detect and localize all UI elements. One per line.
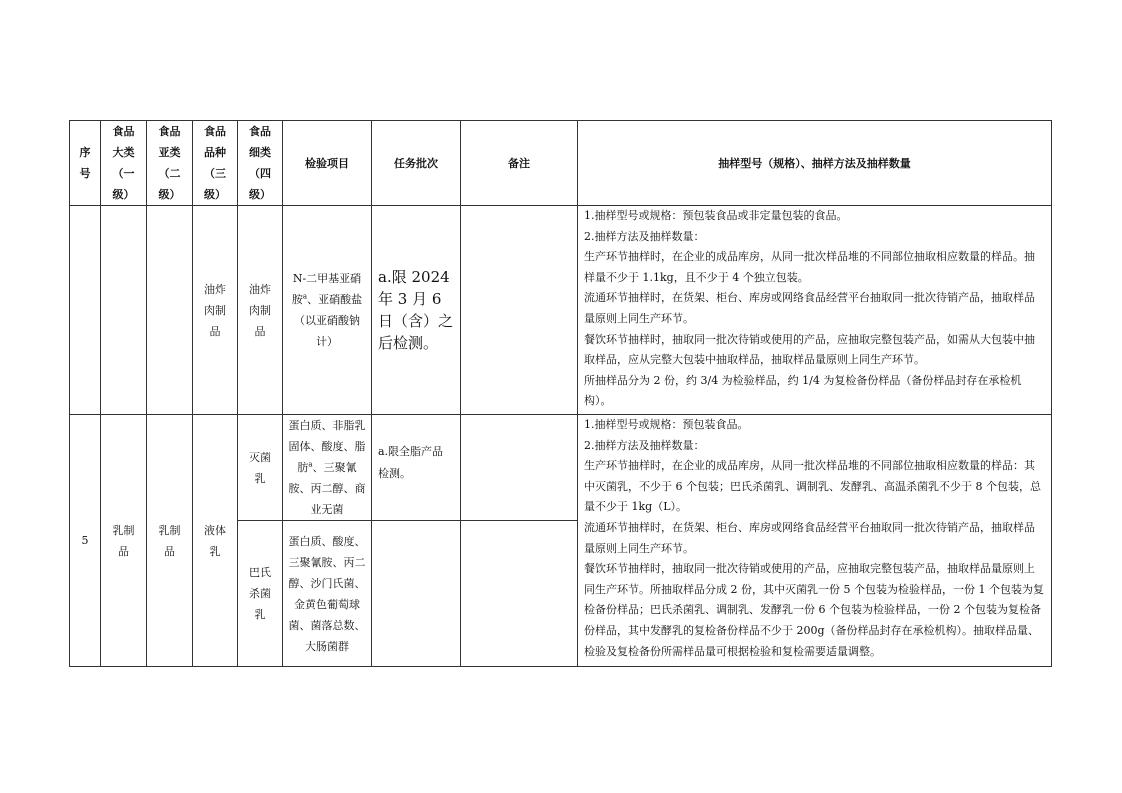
row-seq — [70, 206, 101, 415]
header-batch: 任务批次 — [372, 121, 461, 206]
row-batch: a.限全脂产品检测。 — [372, 415, 461, 521]
row-cat1 — [101, 206, 147, 415]
row-cat4: 巴氏杀菌乳 — [238, 521, 283, 667]
row-cat1: 乳制品 — [101, 415, 147, 667]
row-batch: a.限 2024 年 3 月 6 日（含）之后检测。 — [372, 206, 461, 415]
table-row — [70, 415, 1052, 521]
row-method: 1.抽样型号或规格：预包装食品或非定量包装的食品。 2.抽样方法及抽样数量： 生产环节抽样时，在企业的成品库房，从同一批次样品堆的不同部位抽取相应数量的样品。抽样量不少于 1.1kg，且不少于 4 个独立包装。 流通环节抽样时，在货架、柜台、库房或网络食品经营平台抽取同一批次待销产品，抽取样品量原则上同生产环节。 餐饮环节抽样时，抽取同一批次待销或使用的产品，应抽取完整包装产品，如需从大包装中抽取样品，应从完整大包装中抽取样品，抽取样品量原则上同生产环节。 所抽样品分为 2 份，约 3/4 为检验样品，约 1/4 为复检备份样品（备份样品封存在承检机构）。 — [578, 206, 1052, 415]
header-cat3: 食品品种（三级） — [193, 121, 238, 206]
row-seq: 5 — [70, 415, 101, 667]
row-cat4: 灭菌乳 — [238, 415, 283, 521]
header-seq: 序号 — [70, 121, 101, 206]
row-method: 1.抽样型号或规格：预包装食品。 2.抽样方法及抽样数量： 生产环节抽样时，在企业的成品库房，从同一批次样品堆的不同部位抽取相应数量的样品：其中灭菌乳，不少于 6 个包装；巴氏杀菌乳、调制乳、发酵乳、高温杀菌乳不少于 8 个包装，总量不少于 1kg（L）。 流通环节抽样时，在货架、柜台、库房或网络食品经营平台抽取同一批次待销产品，抽取样品量原则上同生产环节。 餐饮环节抽样时，抽取同一批次待销或使用的产品，应抽取完整包装产品，抽取样品量原则上同生产环节。所抽取样品分成 2 份，其中灭菌乳一份 5 个包装为检验样品，一份 1 个包装为复检备份样品；巴氏杀菌乳、调制乳、发酵乳一份 6 个包装为检验样品，一份 2 个包装为复检备份样品，其中发酵乳的复检备份样品不少于 200g（备份样品封存在承检机构）。抽取样品量、检验及复检备份所需样品量可根据检验和复检需要适量调整。 — [578, 415, 1052, 667]
row-note — [461, 415, 578, 521]
row-batch — [372, 521, 461, 667]
row-cat2: 乳制品 — [147, 415, 193, 667]
header-note: 备注 — [461, 121, 578, 206]
header-cat4: 食品细类（四级） — [238, 121, 283, 206]
sampling-table — [69, 120, 1052, 667]
row-items: 蛋白质、酸度、三聚氰胺、丙二醇、沙门氏菌、金黄色葡萄球菌、菌落总数、大肠菌群 — [283, 521, 372, 667]
row-note — [461, 206, 578, 415]
row-cat2 — [147, 206, 193, 415]
row-items: N-二甲基亚硝胺$^a$、亚硝酸盐（以亚硝酸钠计） — [283, 206, 372, 415]
row-note — [461, 521, 578, 667]
header-cat1: 食品大类（一级） — [101, 121, 147, 206]
row-cat4: 油炸肉制品 — [238, 206, 283, 415]
header-row — [70, 121, 1052, 206]
header-method: 抽样型号（规格）、抽样方法及抽样数量 — [578, 121, 1052, 206]
row-cat3: 液体乳 — [193, 415, 238, 667]
header-items: 检验项目 — [283, 121, 372, 206]
row-cat3: 油炸肉制品 — [193, 206, 238, 415]
table-row — [70, 206, 1052, 415]
row-items: 蛋白质、非脂乳固体、酸度、脂肪$^a$、三聚氰胺、丙二醇、商业无菌 — [283, 415, 372, 521]
header-cat2: 食品亚类（二级） — [147, 121, 193, 206]
